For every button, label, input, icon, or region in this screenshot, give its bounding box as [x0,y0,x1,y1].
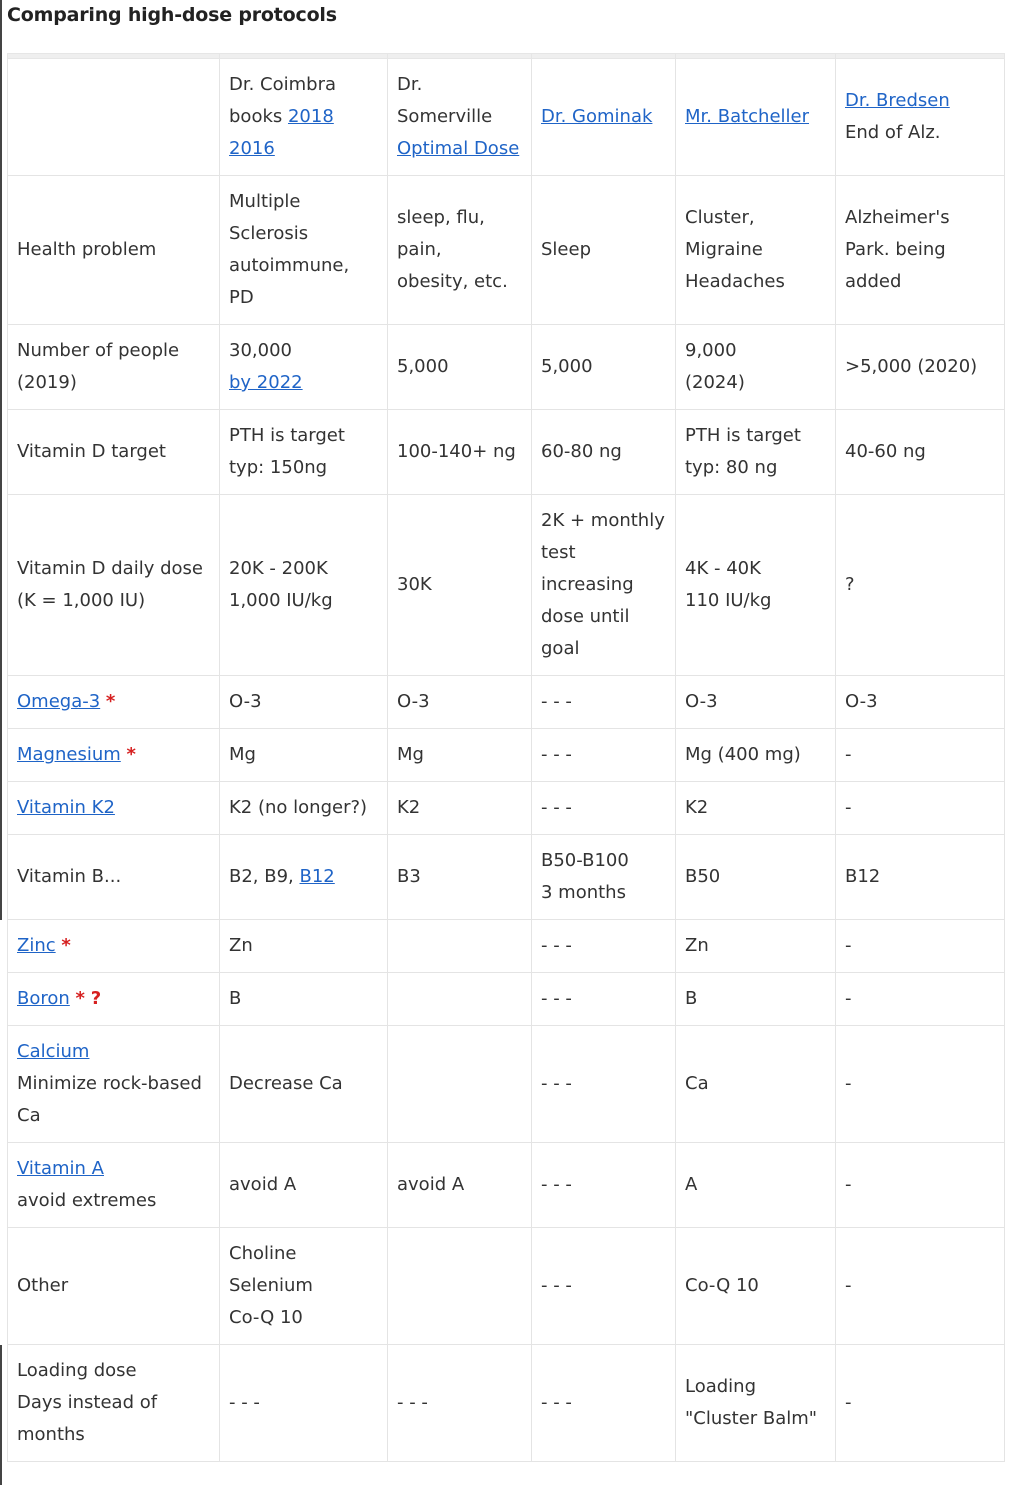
table-row-vitamin-b [8,835,1005,920]
cell-calcium-somerville [388,1026,532,1143]
asterisk-icon: * [75,988,85,1009]
cell-zinc-gominak: - - - [532,920,676,973]
link-boron[interactable]: Boron [17,988,70,1009]
cell-health-coimbra: Multiple Sclerosis autoimmune, PD [220,176,388,325]
cell-target-batcheller: PTH is target typ: 80 ng [676,410,836,495]
protocol-comparison-table [7,53,1005,1462]
cell-loading-batcheller: Loading "Cluster Balm" [676,1345,836,1462]
link-vitamin-a[interactable]: Vitamin A [17,1158,104,1179]
table-row-boron [8,973,1005,1026]
cell-people-coimbra: 30,000 by 2022 [220,325,388,410]
cell-loading-coimbra: - - - [220,1345,388,1462]
cell-dose-batcheller: 4K - 40K 110 IU/kg [676,495,836,676]
cell-boron-gominak: - - - [532,973,676,1026]
cell-boron-bredsen: - [836,973,1005,1026]
cell-people-gominak: 5,000 [532,325,676,410]
coimbra-name: Dr. Coimbra [229,74,337,95]
question-mark-icon: ? [90,988,102,1009]
row-label-vitamin-d-target: Vitamin D target [8,410,220,495]
row-label-magnesium [8,729,220,782]
cell-b-coimbra: B2, B9, B12 [220,835,388,920]
cell-dose-bredsen: ? [836,495,1005,676]
cell-mg-batcheller: Mg (400 mg) [676,729,836,782]
cell-health-batcheller: Cluster, Migraine Headaches [676,176,836,325]
cell-vita-somerville: avoid A [388,1143,532,1228]
link-vitamin-k2[interactable]: Vitamin K2 [17,797,115,818]
asterisk-icon: * [126,744,136,765]
table-row-vitamin-d-target [8,410,1005,495]
link-omega-3[interactable]: Omega-3 [17,691,101,712]
link-magnesium[interactable]: Magnesium [17,744,121,765]
cell-mg-somerville: Mg [388,729,532,782]
cell-health-bredsen: Alzheimer's Park. being added [836,176,1005,325]
cell-omega-coimbra: O-3 [220,676,388,729]
header-cell-somerville [388,59,532,176]
cell-other-coimbra: Choline Selenium Co-Q 10 [220,1228,388,1345]
cell-mg-coimbra: Mg [220,729,388,782]
header-cell-batcheller [676,59,836,176]
table-row-loading-dose [8,1345,1005,1462]
cell-calcium-batcheller: Ca [676,1026,836,1143]
cell-k2-gominak: - - - [532,782,676,835]
cell-calcium-coimbra: Decrease Ca [220,1026,388,1143]
link-optimal-dose[interactable]: Optimal Dose [397,138,520,159]
cell-mg-bredsen: - [836,729,1005,782]
header-cell-gominak [532,59,676,176]
cell-calcium-gominak: - - - [532,1026,676,1143]
link-coimbra-2016[interactable]: 2016 [229,138,275,159]
header-cell-empty [8,59,220,176]
table-row-header [8,59,1005,176]
table-row-vitamin-d-dose [8,495,1005,676]
link-dr-gominak[interactable]: Dr. Gominak [541,106,653,127]
cell-loading-somerville: - - - [388,1345,532,1462]
link-coimbra-2018[interactable]: 2018 [287,106,334,127]
cell-zinc-batcheller: Zn [676,920,836,973]
row-label-vitamin-d-dose: Vitamin D daily dose (K = 1,000 IU) [8,495,220,676]
cell-vita-batcheller: A [676,1143,836,1228]
asterisk-icon: * [105,691,116,712]
cell-boron-batcheller: B [676,973,836,1026]
cell-dose-somerville: 30K [388,495,532,676]
row-label-loading-dose: Loading dose Days instead of months [8,1345,220,1462]
link-mr-batcheller[interactable]: Mr. Batcheller [685,106,810,127]
cell-k2-batcheller: K2 [676,782,836,835]
cell-zinc-bredsen: - [836,920,1005,973]
row-label-other: Other [8,1228,220,1345]
row-label-zinc [8,920,220,973]
header-cell-bredsen [836,59,1005,176]
cell-zinc-coimbra: Zn [220,920,388,973]
cell-vita-gominak: - - - [532,1143,676,1228]
cell-k2-somerville: K2 [388,782,532,835]
left-edge-rule-lower [0,1345,2,1485]
coimbra-books-text: books [229,106,288,127]
asterisk-icon: * [61,935,71,956]
cell-other-gominak: - - - [532,1228,676,1345]
cell-calcium-bredsen: - [836,1026,1005,1143]
cell-loading-gominak: - - - [532,1345,676,1462]
table-row-calcium [8,1026,1005,1143]
cell-other-batcheller: Co-Q 10 [676,1228,836,1345]
cell-omega-bredsen: O-3 [836,676,1005,729]
cell-omega-somerville: O-3 [388,676,532,729]
cell-vita-coimbra: avoid A [220,1143,388,1228]
table-row-omega-3 [8,676,1005,729]
cell-people-batcheller: 9,000 (2024) [676,325,836,410]
cell-target-somerville: 100-140+ ng [388,410,532,495]
cell-health-somerville: sleep, flu, pain, obesity, etc. [388,176,532,325]
cell-b-somerville: B3 [388,835,532,920]
table-row-number-of-people [8,325,1005,410]
row-label-vitamin-b: Vitamin B... [8,835,220,920]
cell-b-gominak: B50-B100 3 months [532,835,676,920]
cell-boron-coimbra: B [220,973,388,1026]
cell-b-bredsen: B12 [836,835,1005,920]
cell-k2-coimbra: K2 (no longer?) [220,782,388,835]
cell-dose-coimbra: 20K - 200K 1,000 IU/kg [220,495,388,676]
cell-vita-bredsen: - [836,1143,1005,1228]
row-label-vitamin-k2 [8,782,220,835]
cell-loading-bredsen: - [836,1345,1005,1462]
cell-boron-somerville [388,973,532,1026]
row-label-vitamin-a: Vitamin A avoid extremes [8,1143,220,1228]
somerville-name: Dr. Somerville [397,74,493,127]
bredsen-book: End of Alz. [845,122,941,143]
table-row-vitamin-k2 [8,782,1005,835]
table-row-zinc [8,920,1005,973]
page-title: Comparing high-dose protocols [7,4,337,26]
row-label-omega-3 [8,676,220,729]
cell-zinc-somerville [388,920,532,973]
table-row-health-problem [8,176,1005,325]
link-dr-bredsen[interactable]: Dr. Bredsen [845,90,950,111]
row-label-boron [8,973,220,1026]
cell-mg-gominak: - - - [532,729,676,782]
cell-dose-gominak: 2K + monthly test increasing dose until goal [532,495,676,676]
link-zinc[interactable]: Zinc [17,935,56,956]
cell-target-bredsen: 40-60 ng [836,410,1005,495]
cell-other-bredsen: - [836,1228,1005,1345]
cell-omega-batcheller: O-3 [676,676,836,729]
row-label-health-problem: Health problem [8,176,220,325]
link-b12[interactable]: B12 [299,866,335,887]
left-edge-rule [0,0,2,920]
row-label-calcium: Calcium Minimize rock-based Ca [8,1026,220,1143]
cell-people-bredsen: >5,000 (2020) [836,325,1005,410]
table-row-other [8,1228,1005,1345]
cell-health-gominak: Sleep [532,176,676,325]
cell-other-somerville [388,1228,532,1345]
cell-people-somerville: 5,000 [388,325,532,410]
header-cell-coimbra [220,59,388,176]
table-row-vitamin-a [8,1143,1005,1228]
link-calcium[interactable]: Calcium [17,1041,90,1062]
table-row-magnesium [8,729,1005,782]
cell-target-coimbra: PTH is target typ: 150ng [220,410,388,495]
cell-target-gominak: 60-80 ng [532,410,676,495]
row-label-number-of-people: Number of people (2019) [8,325,220,410]
cell-k2-bredsen: - [836,782,1005,835]
link-by-2022[interactable]: by 2022 [229,372,303,393]
cell-b-batcheller: B50 [676,835,836,920]
cell-omega-gominak: - - - [532,676,676,729]
